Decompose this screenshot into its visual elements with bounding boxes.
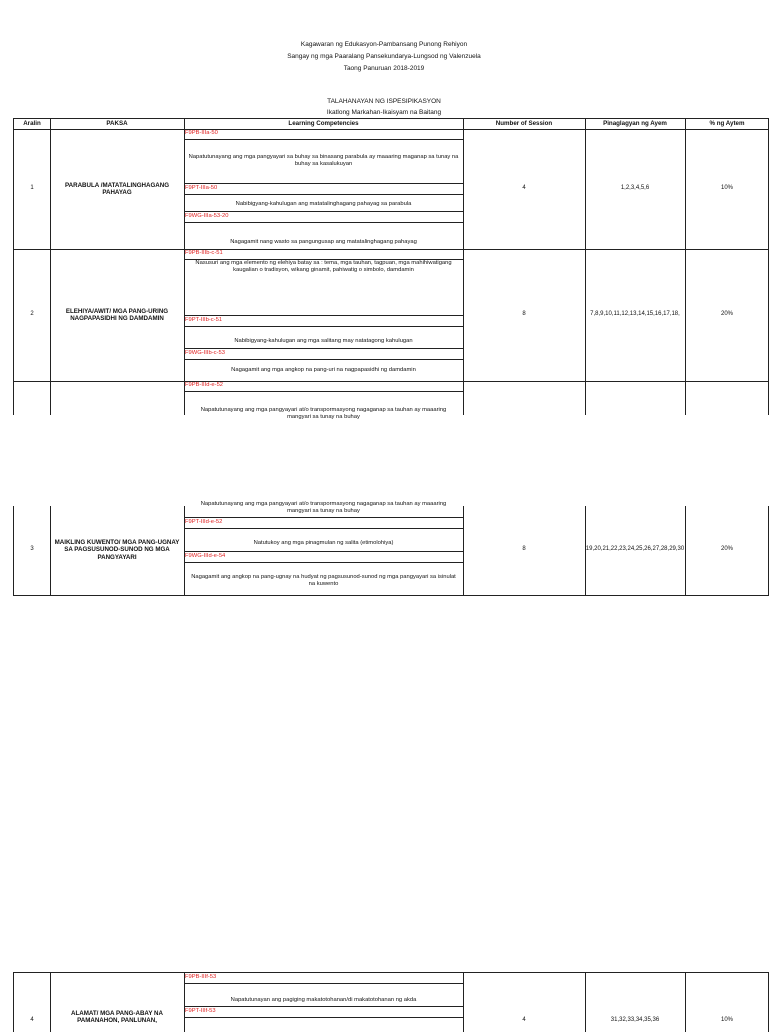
header-line-2: Sangay ng mga Paaralang Pansekundarya-Lungsod ng Valenzuela (287, 53, 481, 60)
paksa-cell: ELEHIYA/AWIT/ MGA PANG-URING NAGPAPASIDHI NG DAMDAMIN (65, 307, 169, 322)
sessions-cell: 4 (522, 185, 526, 192)
spec-table-part-3 (13, 972, 769, 1032)
competency-text: Napatutunayang ang mga pangyayari at/o transpormasyong nagaganap sa tauhan ay maaaring mangyari sa tunay na buhay (200, 407, 447, 420)
aralin-cell: 3 (30, 546, 34, 553)
competency-divider (184, 211, 463, 212)
paksa-cell: MAIKLING KUWENTO/ MGA PANG-UGNAY SA PAGSUSUNOD-SUNOD NG MGA PANGYAYARI (54, 538, 180, 561)
header-line-3: Taong Panuruan 2018-2019 (343, 65, 425, 72)
items-cell: 1,2,3,4,5,6 (620, 185, 650, 192)
competency-divider (184, 315, 463, 316)
competency-code: F9WG-IIIa-53-20 (185, 213, 229, 219)
col-header-sessions: Number of Session (495, 120, 553, 128)
aralin-cell: 4 (30, 1017, 34, 1024)
competency-code: F9PT-IIIf-53 (185, 1008, 216, 1014)
aralin-cell: 1 (30, 185, 34, 192)
percent-cell: 20% (720, 311, 733, 318)
competency-divider (184, 517, 463, 518)
col-header-competencies: Learning Competencies (288, 120, 359, 128)
code-divider (184, 391, 463, 392)
sessions-cell: 8 (522, 546, 526, 553)
percent-cell: 20% (720, 546, 733, 553)
paksa-cell: PARABULA /MATATALINGHAGANG PAHAYAG (64, 181, 170, 196)
items-cell: 31,32,33,34,35,36 (610, 1017, 660, 1024)
competency-code: F9WG-IIIb-c-53 (185, 350, 225, 356)
table-title: TALAHANAYAN NG ISPESIPIKASYON (327, 98, 441, 105)
items-cell: 19,20,21,22,23,24,25,26,27,28,29,30 (585, 546, 685, 553)
code-divider (184, 139, 463, 140)
competency-text: Nagagamit ang mga angkop na pang-uri na nagpapasidhi ng damdamin (231, 367, 416, 373)
header-line-1: Kagawaran ng Edukasyon-Pambansang Punong Rehiyon (300, 41, 468, 48)
competency-divider (184, 183, 463, 184)
competency-text: Natutukoy ang mga pinagmulan ng salita (etimolohiya) (253, 540, 394, 546)
competency-code: F9PB-IIIa-50 (185, 130, 218, 136)
competency-divider (184, 551, 463, 552)
competency-code: F9PB-IIIb-c-51 (185, 250, 223, 256)
sessions-cell: 4 (522, 1017, 526, 1024)
competency-text: Nabibigyang-kahulugan ang mga salitang may natatagong kahulugan (234, 338, 413, 344)
code-divider (184, 359, 463, 360)
competency-text: Napatutunayan ang pagiging makatotohanan/di makatotohanan ng akda (230, 997, 417, 1003)
percent-cell: 10% (720, 185, 733, 192)
col-header-aralin: Aralin (23, 120, 41, 128)
competency-code: F9PB-IIId-e-52 (185, 382, 224, 388)
spec-table-part-2 (13, 501, 769, 596)
competency-divider (184, 348, 463, 349)
col-header-percent: % ng Aytem (709, 120, 745, 128)
competency-text: Nabibigyang-kahulugan ang matatalinghagang pahayag sa parabula (235, 201, 412, 207)
competency-code: F9PT-IIIa-50 (185, 185, 218, 191)
competency-divider (184, 1006, 463, 1007)
competency-code: F9PB-IIIf-53 (185, 974, 217, 980)
competency-text: Napatutunayang ang mga pangyayari sa buhay sa binasang parabula ay maaaring maganap sa tunay na buhay sa kasalukuyan (188, 154, 459, 167)
competency-text: Nasusuri ang mga elemento ng elehiya batay sa : tema, mga tauhan, tagpuan, mga mahihiwatigang kaugalian o tradisyon, wikang ginamit, pahiwatig o simbolo, damdamin (195, 260, 452, 273)
spec-table-part-1 (13, 118, 769, 420)
table-subtitle: Ikatlong Markahan-Ikaisyam na Baitang (326, 109, 442, 116)
sessions-cell: 8 (522, 311, 526, 318)
aralin-cell: 2 (30, 311, 34, 318)
competency-text: Nagagamit nang wasto sa pangungusap ang matatalinghagang pahayag (230, 239, 417, 245)
items-cell: 7,8,9,10,11,12,13,14,15,16,17,18, (590, 311, 680, 318)
code-divider (184, 1017, 463, 1018)
code-divider (184, 326, 463, 327)
paksa-cell: ALAMAT/ MGA PANG-ABAY NA PAMANAHON, PANLUNAN, (70, 1009, 163, 1024)
col-header-items: Pinaglagyan ng Ayem (603, 120, 667, 128)
competency-code: F9PT-IIId-e-52 (185, 519, 223, 525)
code-divider (184, 562, 463, 563)
competency-text: Nagagamit ang angkop na pang-ugnay na hudyat ng pagsusunod-sunod ng mga pangyayari sa isinulat na kuwento (191, 574, 456, 587)
code-divider (184, 194, 463, 195)
percent-cell: 10% (720, 1017, 733, 1024)
competency-code: F9PT-IIIb-c-51 (185, 317, 223, 323)
row-divider (14, 381, 768, 382)
code-divider (184, 983, 463, 984)
col-header-paksa: PAKSA (106, 120, 128, 128)
code-divider (184, 222, 463, 223)
competency-code: F9WG-IIId-e-54 (185, 553, 226, 559)
code-divider (184, 528, 463, 529)
competency-text-continued: Napatutunayang ang mga pangyayari at/o transpormasyong nagaganap sa tauhan ay maaaring mangyari sa tunay na buhay (200, 501, 447, 514)
